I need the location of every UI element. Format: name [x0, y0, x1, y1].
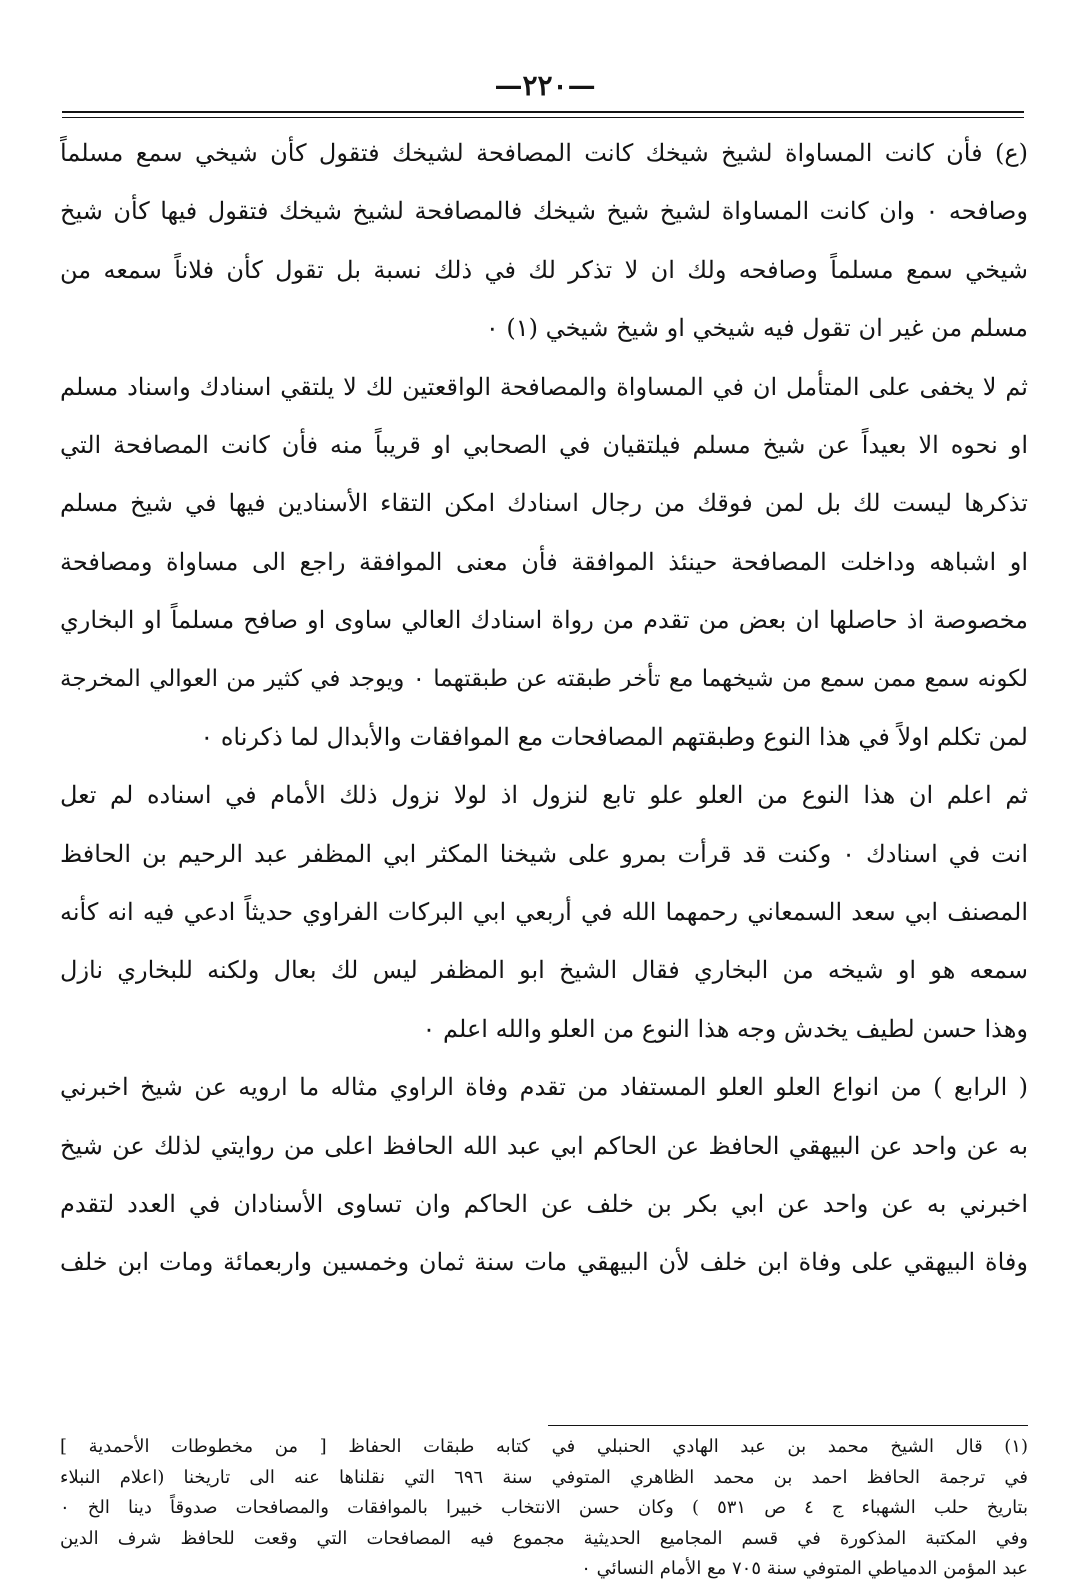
- body-line: به عن واحد عن البيهقي الحافظ عن الحاكم ابي عبد الله الحافظ اعلى من روايتي لذلك عن شيخ: [60, 1131, 1028, 1160]
- body-line: او نحوه الا بعيداً عن شيخ مسلم فيلتقيان في الصحابي او قريباً منه فأن كانت المصافحة التي: [60, 430, 1028, 459]
- body-line: شيخي سمع مسلماً وصافحه ولك ان لا تذكر لك في ذلك نسبة بل تقول كأن فلاناً سمعه من: [60, 255, 1028, 284]
- body-line: لكونه سمع ممن سمع من شيخهما مع تأخر طبقته عن طبقتهما ٠ ويوجد في كثير من العوالي المخرجة: [60, 665, 1028, 692]
- body-line: اخبرني به عن واحد عن ابي بكر بن خلف عن الحاكم وان تساوى الأسنادان في العدد لتقدم: [60, 1190, 1028, 1219]
- body-line: وفاة البيهقي على وفاة ابن خلف لأن البيهقي مات سنة ثمان وخمسين واربعمائة ومات ابن خلف: [60, 1248, 1028, 1277]
- body-text: [60, 124, 1028, 1292]
- footnote-line: في ترجمة الحافظ احمد بن محمد الظاهري المتوفي سنة ٦٩٦ التي نقلناها عنه الى تاريخنا (اعلام النبلاء: [60, 1466, 1028, 1488]
- body-line: مخصوصة اذ حاصلها ان بعض من تقدم من رواة اسنادك العالي ساوى او صافح مسلماً او البخاري: [60, 606, 1028, 635]
- header-rule-thin: [62, 117, 1024, 118]
- body-line: المصنف ابي سعد السمعاني رحمهما الله في أربعي ابي البركات الفراوي حديثاً ادعي فيه انه كأنه: [60, 898, 1028, 927]
- footnote-line: بتاريخ حلب الشهباء ج ٤ ص ٥٣١ ) وكان حسن الانتخاب خبيرا بالموافقات والمصافحات صدوقاً دينا الخ ٠: [60, 1497, 1028, 1519]
- body-line: لمن تكلم اولاً في هذا النوع وطبقتهم المصافحات مع الموافقات والأبدال لما ذكرناه ٠: [200, 722, 1028, 751]
- body-line: سمعه هو او شيخه من البخاري فقال الشيخ ابو المظفر ليس لك بعال ولكنه للبخاري نازل: [60, 956, 1028, 985]
- body-line: ( الرابع ) من انواع العلو العلو المستفاد من تقدم وفاة الراوي مثاله ما ارويه عن شيخ اخبرني: [60, 1073, 1028, 1102]
- page-number: —٢٢٠—: [494, 69, 596, 102]
- body-line: مسلم من غير ان تقول فيه شيخي او شيخ شيخي (١) ٠: [485, 314, 1028, 343]
- body-line: تذكرها ليست لك بل لمن فوقك من رجال اسنادك امكن التقاء الأسنادين فيها في شيخ مسلم: [60, 489, 1028, 518]
- body-line: ثم لا يخفى على المتأمل ان في المساواة والمصافحة الواقعتين لك لا يلتقي اسنادك واسناد مسلم: [60, 372, 1028, 401]
- header-rule: [62, 111, 1024, 113]
- footnote: [60, 1432, 1028, 1585]
- body-line: او اشباهه وداخلت المصافحة حينئذ الموافقة فأن معنى الموافقة راجع الى مساواة ومصافحة: [60, 547, 1028, 576]
- footnote-line: عبد المؤمن الدمياطي المتوفي سنة ٧٠٥ مع الأمام النسائي ٠: [581, 1558, 1028, 1580]
- body-line: وهذا حسن لطيف يخدش وجه هذا النوع من العلو والله اعلم ٠: [422, 1014, 1028, 1043]
- body-line: انت في اسنادك ٠ وكنت قد قرأت بمرو على شيخنا المكثر ابي المظفر عبد الرحيم بن الحافظ: [60, 839, 1028, 868]
- body-line: وصافحه ٠ وان كانت المساواة لشيخ شيخ شيخك فالمصافحة لشيخ شيخك فتقول فيها كأن شيخ: [60, 197, 1028, 226]
- footnote-line: وفي المكتبة المذكورة في قسم المجاميع الحديثية مجموع فيه المصافحات التي وقعت للحافظ شرف الدين: [60, 1527, 1028, 1549]
- footnote-rule: [548, 1425, 1028, 1426]
- body-line: ثم اعلم ان هذا النوع من العلو علو تابع لنزول اذ لولا نزول ذلك الأمام في اسناده لم تعل: [60, 781, 1028, 810]
- footnote-line: (١) قال الشيخ محمد بن عبد الهادي الحنبلي في كتابه طبقات الحفاظ [ من مخطوطات الأحمدية ]: [60, 1436, 1028, 1457]
- body-line: (ع) فأن كانت المساواة لشيخ شيخك كانت المصافحة لشيخك فتقول كأن شيخي سمع مسلماً: [60, 139, 1028, 167]
